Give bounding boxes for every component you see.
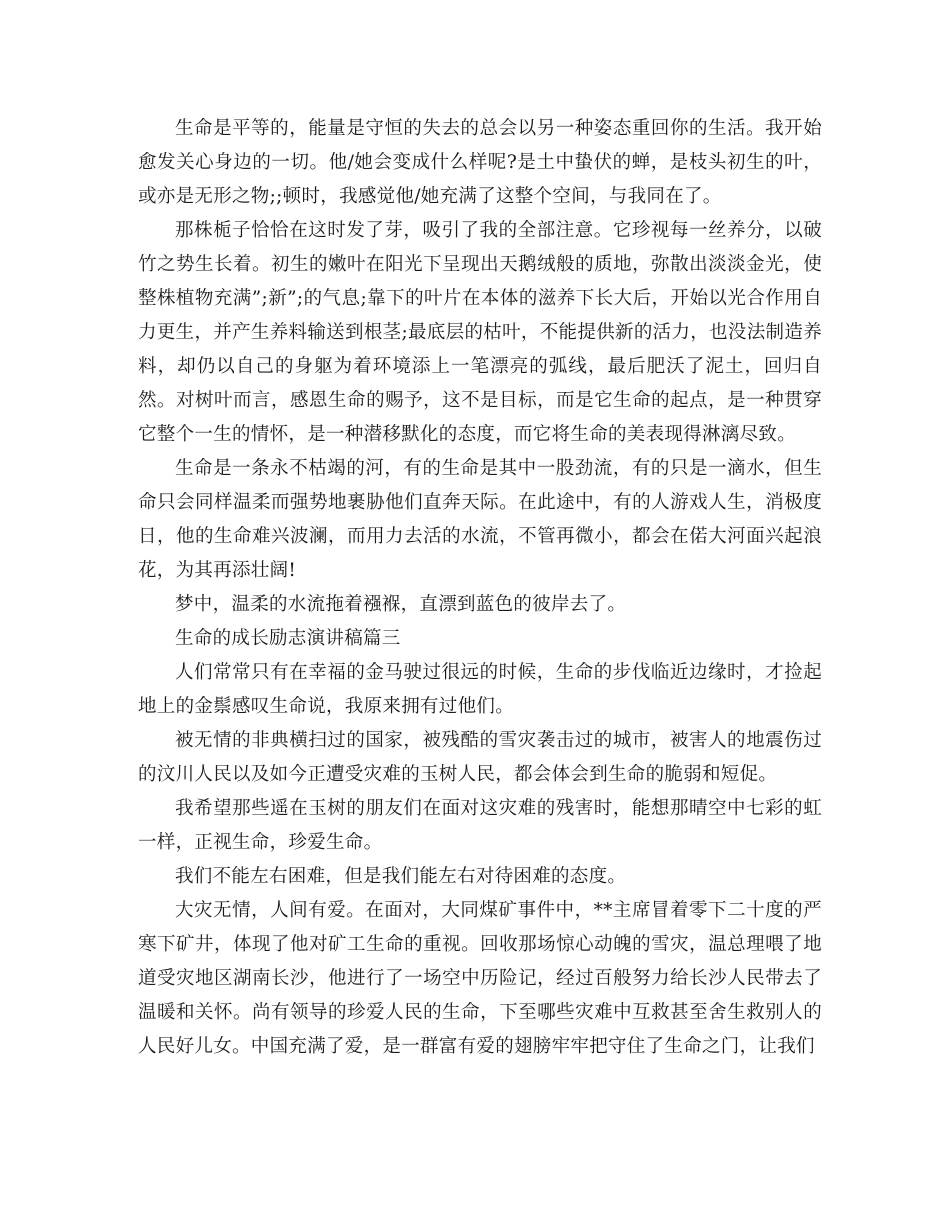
paragraph: 大灾无情，人间有爱。在面对，大同煤矿事件中，**主席冒着零下二十度的严寒下矿井，体现了他对矿工生命的重视。回收那场惊心动魄的雪灾，温总理喂了地道受灾地区湖南长沙，他进行了一场空中历险记，经过百般努力给长沙人民带去了温暖和关怀。尚有领导的珍爱人民的生命，下至哪些灾难中互救甚至舍生救别人的人民好儿女。中国充满了爱，是一群富有爱的翅膀牢牢把守住了生命之门，让我们 — [138, 900, 822, 1057]
paragraph: 人们常常只有在幸福的金马驶过很远的时候，生命的步伐临近边缘时，才捡起地上的金鬃感叹生命说，我原来拥有过他们。 — [138, 662, 822, 717]
paragraph: 梦中，温柔的水流拖着襁褓，直漂到蓝色的彼岸去了。 — [175, 594, 627, 615]
paragraph: 被无情的非典横扫过的国家，被残酷的雪灾袭击过的城市，被害人的地震伤过的汶川人民以及如今正遭受灾难的玉树人民，都会体会到生命的脆弱和短促。 — [138, 730, 822, 785]
paragraph: 那株栀子恰恰在这时发了芽，吸引了我的全部注意。它珍视每一丝养分，以破竹之势生长着。初生的嫩叶在阳光下呈现出天鹅绒般的质地，弥散出淡淡金光，使整株植物充满”;新”;的气息;靠下的叶片在本体的滋养下长大后，开始以光合作用自力更生，并产生养料输送到根茎;最底层的枯叶，不能提供新的活力，也没法制造养料，却仍以自己的身躯为着环境添上一笔漂亮的弧线，最后肥沃了泥土，回归自然。对树叶而言，感恩生命的赐予，这不是目标，而是它生命的起点，是一种贯穿它整个一生的情怀，是一种潜移默化的态度，而它将生命的美表现得淋漓尽致。 — [138, 220, 822, 445]
paragraph: 生命是平等的，能量是守恒的失去的总会以另一种姿态重回你的生活。我开始愈发关心身边的一切。他/她会变成什么样呢?是土中蛰伏的蝉，是枝头初生的叶，或亦是无形之物;;顿时，我感觉他/她充满了这整个空间，与我同在了。 — [138, 118, 822, 207]
paragraph: 我们不能左右困难，但是我们能左右对待困难的态度。 — [175, 866, 627, 887]
paragraph: 生命是一条永不枯竭的河，有的生命是其中一股劲流，有的只是一滴水，但生命只会同样温柔而强势地裹胁他们直奔天际。在此途中，有的人游戏人生，消极度日，他的生命难兴波澜，而用力去活的水流，不管再微小，都会在偌大河面兴起浪花，为其再添壮阔! — [138, 458, 822, 581]
paragraph: 我希望那些遥在玉树的朋友们在面对这灾难的残害时，能想那晴空中七彩的虹一样，正视生命，珍爱生命。 — [138, 798, 822, 853]
section-heading: 生命的成长励志演讲稿篇三 — [175, 628, 401, 649]
document-body — [138, 112, 822, 1064]
